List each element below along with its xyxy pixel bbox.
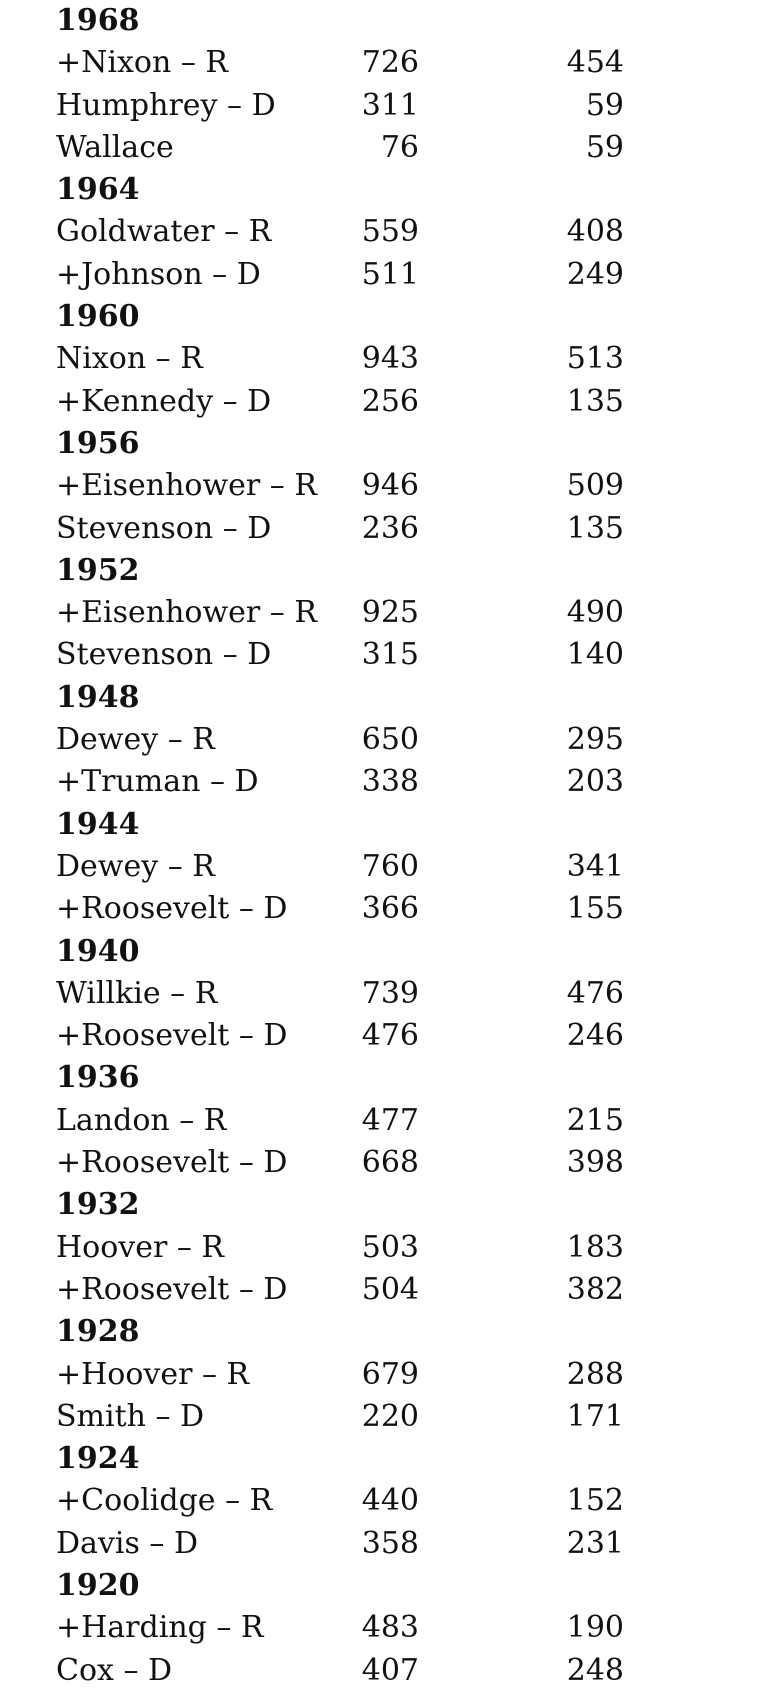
first-value: 504 bbox=[361, 1271, 419, 1307]
candidate-row bbox=[0, 1650, 772, 1692]
first-value: 256 bbox=[361, 383, 419, 419]
election-year-heading: 1928 bbox=[56, 1314, 140, 1350]
election-year-heading: 1940 bbox=[56, 933, 140, 969]
candidate-row bbox=[0, 1100, 772, 1142]
second-value: 59 bbox=[585, 87, 624, 123]
election-year-heading: 1964 bbox=[56, 172, 140, 208]
candidate-row bbox=[0, 1227, 772, 1269]
candidate-name: Davis – D bbox=[56, 1525, 199, 1561]
first-value: 503 bbox=[361, 1229, 419, 1265]
first-value: 440 bbox=[361, 1483, 419, 1519]
candidate-name: +Eisenhower – R bbox=[56, 595, 317, 631]
candidate-name: +Coolidge – R bbox=[56, 1483, 273, 1519]
second-value: 135 bbox=[566, 383, 624, 419]
first-value: 76 bbox=[380, 129, 419, 165]
candidate-name: Willkie – R bbox=[56, 975, 218, 1011]
second-value: 59 bbox=[585, 129, 624, 165]
candidate-name: Landon – R bbox=[56, 1102, 227, 1138]
first-value: 946 bbox=[361, 468, 419, 504]
candidate-row bbox=[0, 592, 772, 634]
candidate-name: +Eisenhower – R bbox=[56, 468, 317, 504]
first-value: 311 bbox=[361, 87, 419, 123]
first-value: 739 bbox=[361, 975, 419, 1011]
candidate-row bbox=[0, 508, 772, 550]
first-value: 366 bbox=[361, 891, 419, 927]
election-year-heading: 1944 bbox=[56, 806, 140, 842]
first-value: 338 bbox=[361, 764, 419, 800]
first-value: 220 bbox=[361, 1398, 419, 1434]
second-value: 454 bbox=[566, 45, 624, 81]
first-value: 511 bbox=[361, 256, 419, 292]
candidate-row bbox=[0, 85, 772, 127]
candidate-name: Stevenson – D bbox=[56, 510, 272, 546]
election-year-heading: 1936 bbox=[56, 1060, 140, 1096]
candidate-row bbox=[0, 211, 772, 253]
candidate-name: Nixon – R bbox=[56, 341, 203, 377]
candidate-row bbox=[0, 1354, 772, 1396]
candidate-row bbox=[0, 1480, 772, 1522]
candidate-row bbox=[0, 846, 772, 888]
candidate-row bbox=[0, 465, 772, 507]
candidate-row bbox=[0, 1523, 772, 1565]
candidate-name: +Roosevelt – D bbox=[56, 891, 288, 927]
second-value: 408 bbox=[566, 214, 624, 250]
candidate-name: +Harding – R bbox=[56, 1610, 264, 1646]
second-value: 152 bbox=[566, 1483, 624, 1519]
second-value: 140 bbox=[566, 637, 624, 673]
candidate-row bbox=[0, 254, 772, 296]
candidate-name: Cox – D bbox=[56, 1652, 173, 1688]
first-value: 358 bbox=[361, 1525, 419, 1561]
election-year-heading: 1968 bbox=[56, 3, 140, 38]
second-value: 513 bbox=[566, 341, 624, 377]
election-year-heading: 1920 bbox=[56, 1567, 140, 1603]
second-value: 509 bbox=[566, 468, 624, 504]
candidate-row bbox=[0, 1269, 772, 1311]
second-value: 341 bbox=[566, 848, 624, 884]
candidate-row bbox=[0, 1142, 772, 1184]
candidate-name: Goldwater – R bbox=[56, 214, 272, 250]
second-value: 295 bbox=[566, 722, 624, 758]
first-value: 477 bbox=[361, 1102, 419, 1138]
first-value: 668 bbox=[361, 1145, 419, 1181]
candidate-name: Wallace bbox=[56, 129, 174, 165]
candidate-name: +Roosevelt – D bbox=[56, 1145, 288, 1181]
first-value: 476 bbox=[361, 1018, 419, 1054]
candidate-name: +Roosevelt – D bbox=[56, 1271, 288, 1307]
candidate-name: Dewey – R bbox=[56, 848, 215, 884]
second-value: 248 bbox=[566, 1652, 624, 1688]
second-value: 215 bbox=[566, 1102, 624, 1138]
candidate-row bbox=[0, 761, 772, 803]
first-value: 925 bbox=[361, 595, 419, 631]
candidate-name: +Hoover – R bbox=[56, 1356, 250, 1392]
candidate-row bbox=[0, 1396, 772, 1438]
candidate-name: +Johnson – D bbox=[56, 256, 261, 292]
second-value: 135 bbox=[566, 510, 624, 546]
first-value: 726 bbox=[361, 45, 419, 81]
candidate-name: +Nixon – R bbox=[56, 45, 228, 81]
candidate-name: +Truman – D bbox=[56, 764, 259, 800]
election-year-heading: 1960 bbox=[56, 299, 140, 335]
second-value: 490 bbox=[566, 595, 624, 631]
candidate-row bbox=[0, 719, 772, 761]
candidate-name: Hoover – R bbox=[56, 1229, 224, 1265]
first-value: 650 bbox=[361, 722, 419, 758]
candidate-row bbox=[0, 338, 772, 380]
second-value: 171 bbox=[566, 1398, 624, 1434]
candidate-name: +Kennedy – D bbox=[56, 383, 272, 419]
election-year-heading: 1956 bbox=[56, 425, 140, 461]
election-year-heading: 1924 bbox=[56, 1441, 140, 1477]
second-value: 476 bbox=[566, 975, 624, 1011]
second-value: 382 bbox=[566, 1271, 624, 1307]
first-value: 559 bbox=[361, 214, 419, 250]
candidate-row bbox=[0, 634, 772, 676]
first-value: 943 bbox=[361, 341, 419, 377]
first-value: 679 bbox=[361, 1356, 419, 1392]
candidate-row bbox=[0, 888, 772, 930]
candidate-row bbox=[0, 1607, 772, 1649]
second-value: 246 bbox=[566, 1018, 624, 1054]
second-value: 288 bbox=[566, 1356, 624, 1392]
candidate-row bbox=[0, 127, 772, 169]
second-value: 155 bbox=[566, 891, 624, 927]
election-year-heading: 1932 bbox=[56, 1187, 140, 1223]
candidate-name: +Roosevelt – D bbox=[56, 1018, 288, 1054]
second-value: 249 bbox=[566, 256, 624, 292]
candidate-name: Stevenson – D bbox=[56, 637, 272, 673]
first-value: 760 bbox=[361, 848, 419, 884]
candidate-row bbox=[0, 42, 772, 84]
first-value: 483 bbox=[361, 1610, 419, 1646]
second-value: 190 bbox=[566, 1610, 624, 1646]
candidate-row bbox=[0, 1015, 772, 1057]
second-value: 203 bbox=[566, 764, 624, 800]
candidate-name: Humphrey – D bbox=[56, 87, 276, 123]
second-value: 183 bbox=[566, 1229, 624, 1265]
candidate-row bbox=[0, 973, 772, 1015]
candidate-name: Smith – D bbox=[56, 1398, 205, 1434]
first-value: 407 bbox=[361, 1652, 419, 1688]
second-value: 398 bbox=[566, 1145, 624, 1181]
first-value: 236 bbox=[361, 510, 419, 546]
first-value: 315 bbox=[361, 637, 419, 673]
second-value: 231 bbox=[566, 1525, 624, 1561]
election-year-heading: 1948 bbox=[56, 679, 140, 715]
candidate-row bbox=[0, 381, 772, 423]
election-year-heading: 1952 bbox=[56, 552, 140, 588]
candidate-name: Dewey – R bbox=[56, 722, 215, 758]
